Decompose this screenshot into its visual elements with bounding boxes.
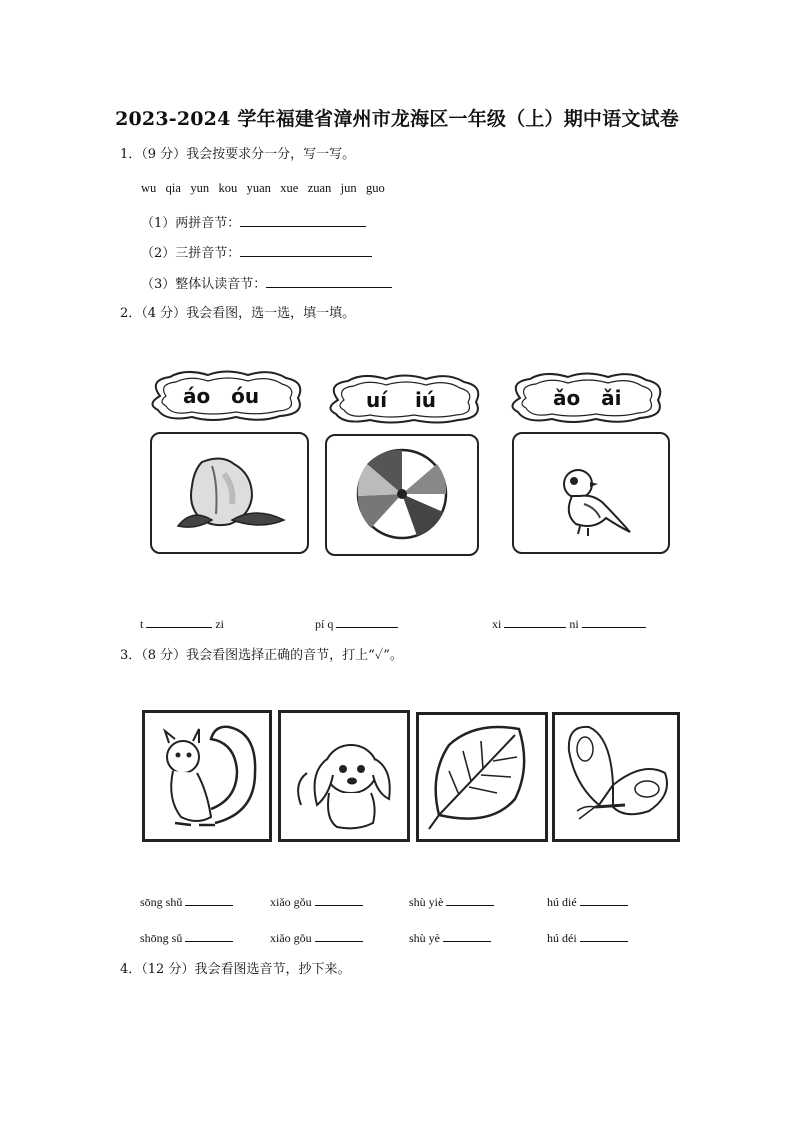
ball-icon — [327, 436, 477, 554]
picture-frame-peach — [150, 432, 309, 554]
choice-row-2 — [140, 929, 233, 946]
syllable-choice: shù yè — [409, 931, 440, 945]
fill-b — [315, 615, 398, 632]
syllable-choice: shù yiè — [409, 895, 444, 909]
answer-blank[interactable] — [336, 615, 398, 628]
answer-blank[interactable] — [580, 929, 628, 942]
choice-row-2c — [409, 929, 491, 946]
picture-frame-bird — [512, 432, 670, 554]
fill-a — [140, 615, 224, 632]
syllable-option[interactable]: uí — [366, 388, 388, 412]
picture-frame-butterfly — [552, 712, 680, 842]
question-3-stem: 3．（8 分）我会看图选择正确的音节，打上“✓”。 — [120, 648, 403, 663]
syllable-choice: shōng sǔ — [140, 931, 183, 945]
picture-frame-ball — [325, 434, 479, 556]
answer-blank[interactable] — [146, 615, 212, 628]
answer-blank[interactable] — [443, 929, 491, 942]
fill-prefix: xi — [492, 617, 502, 631]
syllable-option[interactable]: óu — [231, 384, 260, 408]
syllable: kou — [218, 181, 238, 195]
fill-c — [492, 615, 646, 632]
question-2-stem: 2．（4 分）我会看图，选一选，填一填。 — [120, 306, 356, 321]
syllable: wu — [141, 181, 157, 195]
choice-row-1d — [547, 893, 628, 910]
leaf-icon — [419, 715, 545, 839]
puppy-icon — [281, 713, 407, 839]
choice-row-1 — [140, 893, 233, 910]
answer-blank[interactable] — [582, 615, 646, 628]
syllable-option[interactable]: áo — [183, 384, 211, 408]
answer-blank[interactable] — [185, 893, 233, 906]
q1-item-3 — [141, 275, 392, 293]
syllable: guo — [366, 181, 385, 195]
answer-blank[interactable] — [580, 893, 628, 906]
choice-row-2b — [270, 929, 363, 946]
q1-item-1 — [141, 214, 366, 232]
syllable-choice: hú déi — [547, 931, 577, 945]
syllable: qia — [165, 181, 181, 195]
syllable-option[interactable]: ǎi — [601, 386, 622, 410]
syllable-option[interactable]: ǎo — [553, 386, 581, 410]
answer-blank[interactable] — [315, 893, 363, 906]
cloud-1-text — [183, 384, 259, 408]
q1-item-label: （1）两拼音节： — [141, 216, 241, 231]
butterfly-icon — [555, 715, 677, 839]
fill-prefix: t — [140, 617, 144, 631]
syllable: jun — [340, 181, 357, 195]
cloud-2-text — [366, 388, 436, 412]
syllable-list — [141, 181, 385, 196]
cloud-3-text — [553, 386, 622, 410]
syllable: zuan — [307, 181, 332, 195]
syllable: yun — [190, 181, 210, 195]
page-title: 2023-2024 学年福建省漳州市龙海区一年级（上）期中语文试卷 — [115, 108, 679, 130]
syllable-choice: hú dié — [547, 895, 577, 909]
answer-blank[interactable] — [240, 214, 366, 227]
question-1-stem: 1．（9 分）我会按要求分一分，写一写。 — [120, 147, 356, 162]
syllable-choice: xiǎo gǒu — [270, 895, 312, 909]
choice-row-1c — [409, 893, 494, 910]
picture-frame-squirrel — [142, 710, 272, 842]
fill-prefix: pí q — [315, 617, 334, 631]
q1-item-label: （3）整体认读音节： — [141, 277, 267, 292]
answer-blank[interactable] — [504, 615, 566, 628]
q1-item-label: （2）三拼音节： — [141, 246, 241, 261]
picture-frame-leaf — [416, 712, 548, 842]
bird-icon — [514, 434, 668, 552]
syllable: yuan — [246, 181, 271, 195]
q1-item-2 — [141, 244, 372, 262]
squirrel-icon — [145, 713, 269, 839]
fill-middle: ni — [569, 617, 579, 631]
picture-frame-puppy — [278, 710, 410, 842]
syllable-option[interactable]: iú — [414, 388, 437, 412]
syllable-choice: sōng shǔ — [140, 895, 183, 909]
answer-blank[interactable] — [266, 275, 392, 288]
syllable: xue — [280, 181, 299, 195]
answer-blank[interactable] — [185, 929, 233, 942]
choice-row-1b — [270, 893, 363, 910]
answer-blank[interactable] — [315, 929, 363, 942]
answer-blank[interactable] — [240, 244, 372, 257]
peach-icon — [152, 434, 307, 552]
choice-row-2d — [547, 929, 628, 946]
syllable-choice: xiǎo gǒu — [270, 931, 312, 945]
question-4-stem: 4．（12 分）我会看图选音节，抄下来。 — [120, 962, 351, 977]
answer-blank[interactable] — [446, 893, 494, 906]
fill-suffix: zi — [215, 617, 225, 631]
